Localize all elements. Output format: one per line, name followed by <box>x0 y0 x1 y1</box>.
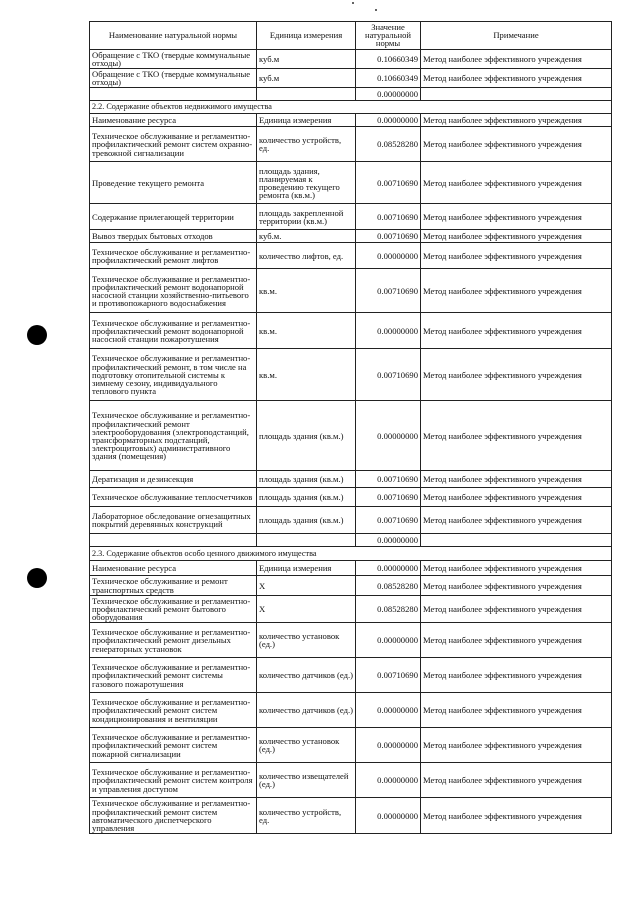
cell-value: 0.00710690 <box>356 162 421 204</box>
cell-resource-name: Техническое обслуживание и ремонт транспортных средств <box>90 576 257 595</box>
cell-empty <box>421 534 612 547</box>
table-row <box>90 576 612 595</box>
table-row <box>90 488 612 507</box>
cell-resource-name: Наименование ресурса <box>90 114 257 127</box>
cell-unit: Единица измерения <box>257 114 356 127</box>
cell-value: 0.00000000 <box>356 313 421 349</box>
cell-unit: Единица измерения <box>257 561 356 576</box>
cell-note: Метод наиболее эффективного учреждения <box>421 595 612 623</box>
cell-empty <box>257 534 356 547</box>
table-row <box>90 114 612 127</box>
cell-value: 0.00000000 <box>356 623 421 658</box>
cell-note: Метод наиболее эффективного учреждения <box>421 728 612 763</box>
cell-empty <box>90 534 257 547</box>
cell-unit: количество установок (ед.) <box>257 728 356 763</box>
norms-table <box>89 21 612 834</box>
table-row <box>90 243 612 269</box>
cell-resource-name: Техническое обслуживание и регламентно-профилактический ремонт водонапорной насосной станции пожаротушения <box>90 313 257 349</box>
table-header-row <box>90 22 612 50</box>
cell-resource-name: Техническое обслуживание и регламентно-профилактический ремонт систем автоматического диспетчерского управления <box>90 798 257 834</box>
cell-resource-name: Техническое обслуживание и регламентно-профилактический ремонт дизельных генераторных установок <box>90 623 257 658</box>
cell-unit: количество датчиков (ед.) <box>257 658 356 693</box>
header-value: Значение натуральной нормы <box>356 22 421 50</box>
cell-note: Метод наиболее эффективного учреждения <box>421 114 612 127</box>
cell-value: 0.00710690 <box>356 488 421 507</box>
table-row <box>90 204 612 230</box>
table-row <box>90 162 612 204</box>
cell-unit: количество датчиков (ед.) <box>257 693 356 728</box>
cell-note: Метод наиболее эффективного учреждения <box>421 349 612 401</box>
cell-unit: X <box>257 595 356 623</box>
table-row <box>90 561 612 576</box>
cell-note: Метод наиболее эффективного учреждения <box>421 763 612 798</box>
cell-unit: кв.м. <box>257 349 356 401</box>
cell-unit: кв.м. <box>257 269 356 313</box>
total-row <box>90 88 612 101</box>
cell-value: 0.00000000 <box>356 243 421 269</box>
cell-note: Метод наиболее эффективного учреждения <box>421 69 612 88</box>
cell-value: 0.00710690 <box>356 349 421 401</box>
cell-resource-name: Обращение с ТКО (твердые коммунальные отходы) <box>90 49 257 68</box>
cell-note: Метод наиболее эффективного учреждения <box>421 488 612 507</box>
table-row <box>90 507 612 534</box>
cell-value: 0.00710690 <box>356 507 421 534</box>
cell-value: 0.00000000 <box>356 763 421 798</box>
table-row <box>90 127 612 162</box>
cell-note: Метод наиболее эффективного учреждения <box>421 49 612 68</box>
cell-note: Метод наиболее эффективного учреждения <box>421 230 612 243</box>
cell-note: Метод наиболее эффективного учреждения <box>421 623 612 658</box>
section-row <box>90 101 612 114</box>
cell-note: Метод наиболее эффективного учреждения <box>421 471 612 488</box>
section-title: 2.3. Содержание объектов особо ценного движимого имущества <box>90 547 612 561</box>
table-row <box>90 693 612 728</box>
cell-resource-name: Проведение текущего ремонта <box>90 162 257 204</box>
cell-empty <box>90 88 257 101</box>
cell-note: Метод наиболее эффективного учреждения <box>421 401 612 471</box>
table-row <box>90 69 612 88</box>
cell-resource-name: Содержание прилегающей территории <box>90 204 257 230</box>
cell-note: Метод наиболее эффективного учреждения <box>421 269 612 313</box>
cell-unit: площадь закрепленной территории (кв.м.) <box>257 204 356 230</box>
cell-value: 0.00710690 <box>356 204 421 230</box>
cell-note: Метод наиболее эффективного учреждения <box>421 204 612 230</box>
cell-unit: куб.м <box>257 49 356 68</box>
cell-value: 0.00710690 <box>356 230 421 243</box>
cell-note: Метод наиболее эффективного учреждения <box>421 162 612 204</box>
cell-value: 0.00710690 <box>356 269 421 313</box>
table-row <box>90 763 612 798</box>
cell-value: 0.00000000 <box>356 798 421 834</box>
cell-resource-name: Обращение с ТКО (твердые коммунальные отходы) <box>90 69 257 88</box>
cell-value: 0.00000000 <box>356 88 421 101</box>
cell-empty <box>257 88 356 101</box>
cell-resource-name: Техническое обслуживание и регламентно-профилактический ремонт систем охранно-тревожной сигнализации <box>90 127 257 162</box>
cell-value: 0.00000000 <box>356 114 421 127</box>
header-name: Наименование натуральной нормы <box>90 22 257 50</box>
cell-value: 0.00000000 <box>356 728 421 763</box>
cell-value: 0.10660349 <box>356 49 421 68</box>
cell-resource-name: Техническое обслуживание и регламентно-профилактический ремонт электрооборудования (электроподстанций, трансформаторных подстанций, электрощитовых) административного здания (помещения) <box>90 401 257 471</box>
cell-value: 0.00000000 <box>356 534 421 547</box>
cell-note: Метод наиболее эффективного учреждения <box>421 243 612 269</box>
table-row <box>90 349 612 401</box>
cell-value: 0.10660349 <box>356 69 421 88</box>
table-row <box>90 658 612 693</box>
cell-resource-name: Техническое обслуживание и регламентно-профилактический ремонт систем пожарной сигнализации <box>90 728 257 763</box>
cell-note: Метод наиболее эффективного учреждения <box>421 313 612 349</box>
cell-unit: количество извещателей (ед.) <box>257 763 356 798</box>
cell-unit: количество установок (ед.) <box>257 623 356 658</box>
cell-note: Метод наиболее эффективного учреждения <box>421 658 612 693</box>
cell-resource-name: Лабораторное обследование огнезащитных покрытий деревянных конструкций <box>90 507 257 534</box>
cell-unit: куб.м. <box>257 230 356 243</box>
cell-unit: площадь здания (кв.м.) <box>257 401 356 471</box>
cell-empty <box>421 88 612 101</box>
cell-unit: количество устройств, ед. <box>257 798 356 834</box>
cell-value: 0.00000000 <box>356 561 421 576</box>
cell-value: 0.00710690 <box>356 471 421 488</box>
table-row <box>90 471 612 488</box>
cell-note: Метод наиболее эффективного учреждения <box>421 576 612 595</box>
cell-note: Метод наиболее эффективного учреждения <box>421 561 612 576</box>
cell-resource-name: Техническое обслуживание и регламентно-профилактический ремонт систем контроля и управления доступом <box>90 763 257 798</box>
cell-unit: количество устройств, ед. <box>257 127 356 162</box>
cell-unit: площадь здания (кв.м.) <box>257 488 356 507</box>
cell-resource-name: Техническое обслуживание теплосчетчиков <box>90 488 257 507</box>
cell-resource-name: Техническое обслуживание и регламентно-профилактический ремонт лифтов <box>90 243 257 269</box>
punch-hole <box>27 325 47 345</box>
cell-unit: X <box>257 576 356 595</box>
cell-value: 0.00000000 <box>356 693 421 728</box>
cell-value: 0.08528280 <box>356 576 421 595</box>
cell-value: 0.08528280 <box>356 595 421 623</box>
cell-resource-name: Техническое обслуживание и регламентно-профилактический ремонт, в том числе на подготовку отопительной системы к зимнему сезону, индивидуального теплового пункта <box>90 349 257 401</box>
header-note: Примечание <box>421 22 612 50</box>
cell-note: Метод наиболее эффективного учреждения <box>421 127 612 162</box>
cell-value: 0.00000000 <box>356 401 421 471</box>
cell-unit: площадь здания (кв.м.) <box>257 507 356 534</box>
table-row <box>90 798 612 834</box>
table-row <box>90 49 612 68</box>
punch-hole <box>27 568 47 588</box>
table-row <box>90 230 612 243</box>
cell-resource-name: Наименование ресурса <box>90 561 257 576</box>
table-row <box>90 401 612 471</box>
table-row <box>90 623 612 658</box>
table-row <box>90 269 612 313</box>
cell-resource-name: Вывоз твердых бытовых отходов <box>90 230 257 243</box>
header-unit: Единица измерения <box>257 22 356 50</box>
cell-resource-name: Техническое обслуживание и регламентно-профилактический ремонт водонапорной насосной станции хозяйственно-питьевого и противопожарного водоснабжения <box>90 269 257 313</box>
table-row <box>90 313 612 349</box>
cell-resource-name: Техническое обслуживание и регламентно-профилактический ремонт бытового оборудования <box>90 595 257 623</box>
cell-value: 0.00710690 <box>356 658 421 693</box>
cell-unit: куб.м <box>257 69 356 88</box>
total-row <box>90 534 612 547</box>
scan-speck <box>375 9 377 11</box>
cell-note: Метод наиболее эффективного учреждения <box>421 507 612 534</box>
table-row <box>90 595 612 623</box>
cell-note: Метод наиболее эффективного учреждения <box>421 798 612 834</box>
cell-unit: площадь здания (кв.м.) <box>257 471 356 488</box>
scan-speck <box>352 2 354 4</box>
cell-note: Метод наиболее эффективного учреждения <box>421 693 612 728</box>
cell-unit: кв.м. <box>257 313 356 349</box>
cell-unit: площадь здания, планируемая к проведению текущего ремонта (кв.м.) <box>257 162 356 204</box>
section-row <box>90 547 612 561</box>
table-row <box>90 728 612 763</box>
cell-value: 0.08528280 <box>356 127 421 162</box>
cell-resource-name: Техническое обслуживание и регламентно-профилактический ремонт систем кондиционирования и вентиляции <box>90 693 257 728</box>
cell-resource-name: Техническое обслуживание и регламентно-профилактический ремонт системы газового пожаротушения <box>90 658 257 693</box>
cell-unit: количество лифтов, ед. <box>257 243 356 269</box>
cell-resource-name: Дератизация и дезинсекция <box>90 471 257 488</box>
section-title: 2.2. Содержание объектов недвижимого имущества <box>90 101 612 114</box>
